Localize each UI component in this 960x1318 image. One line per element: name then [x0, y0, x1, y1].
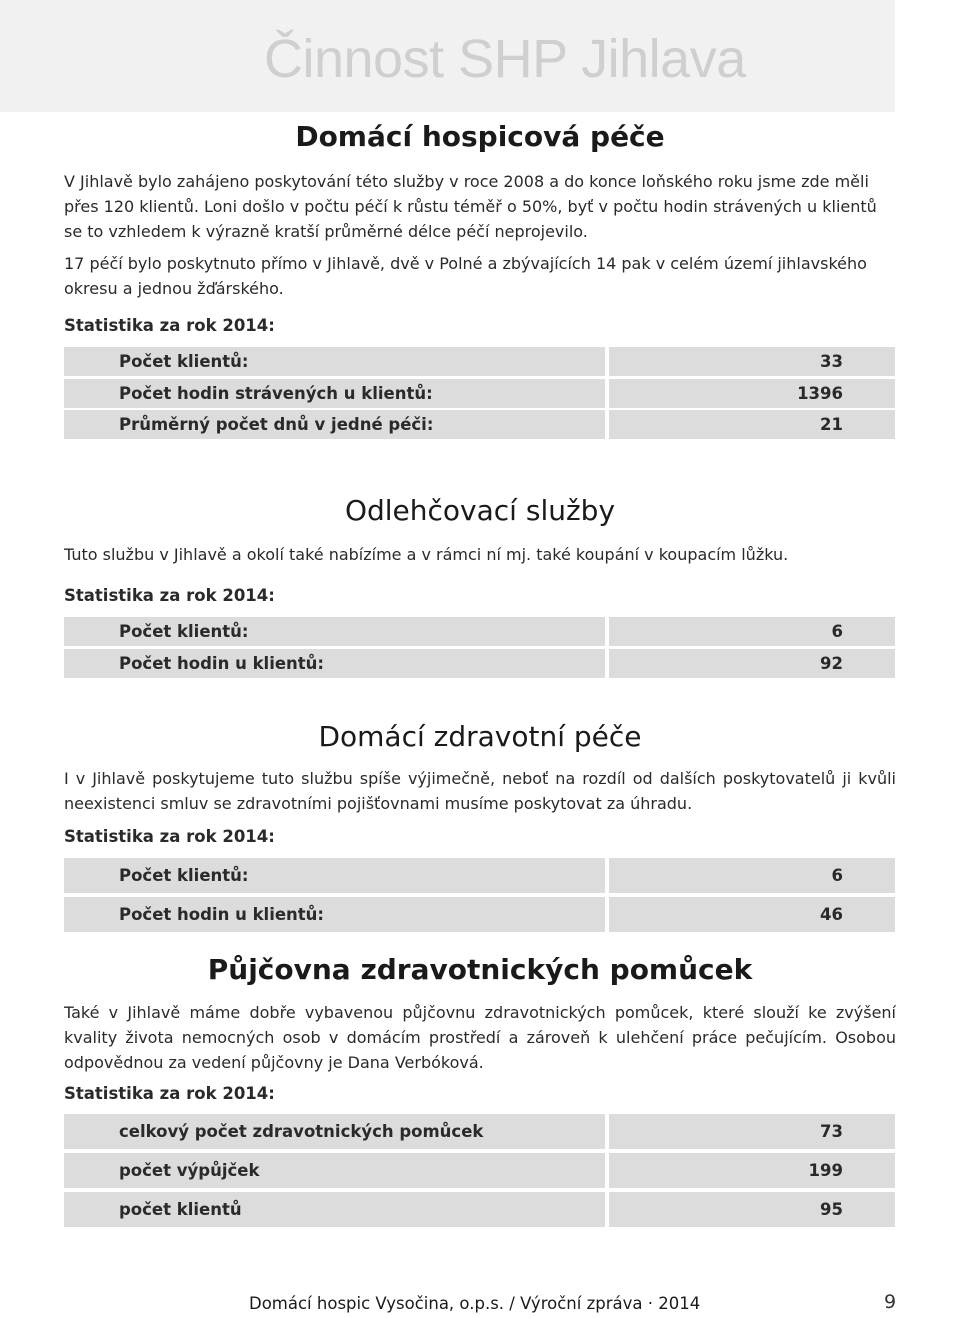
hospice-paragraph-2: 17 péčí bylo poskytnuto přímo v Jihlavě, dvě v Polné a zbývajících 14 pak v celém území jihlavského okresu a jednou žďárského. [64, 254, 867, 298]
stat-value: 21 [609, 410, 895, 439]
stat-label: Průměrný počet dnů v jedné péči: [64, 410, 605, 439]
stat-label: Počet klientů: [64, 617, 605, 646]
respite-paragraph-1: Tuto službu v Jihlavě a okolí také nabízíme a v rámci ní mj. také koupání v koupacím lůžku. [64, 545, 789, 564]
stat-label: Počet hodin u klientů: [64, 897, 605, 932]
stat-label: Počet klientů: [64, 858, 605, 893]
stat-value: 199 [609, 1153, 895, 1188]
stat-row [64, 347, 895, 376]
stat-label: Počet hodin u klientů: [64, 649, 605, 678]
stat-row [64, 1114, 895, 1149]
footer-text: Domácí hospic Vysočina, o.p.s. / Výroční zpráva · 2014 [249, 1294, 701, 1313]
stat-value: 46 [609, 897, 895, 932]
stat-label: počet výpůjček [64, 1153, 605, 1188]
stat-label: počet klientů [64, 1192, 605, 1227]
rental-paragraph-1: Také v Jihlavě máme dobře vybavenou půjčovnu zdravotnických pomůcek, které slouží ke zvýšení kvality života nemocných osob v domácím prostředí a zároveň k ulehčení práce pečujícím. Osobou odpovědnou za vedení půjčovny je Dana Verbóková. [64, 1003, 896, 1072]
page-title: Činnost SHP Jihlava [264, 29, 746, 89]
section-title-health: Domácí zdravotní péče [318, 720, 642, 753]
stat-row [64, 379, 895, 408]
rental-stats-label: Statistika za rok 2014: [64, 1084, 275, 1103]
stat-value: 33 [609, 347, 895, 376]
stat-value: 95 [609, 1192, 895, 1227]
hospice-paragraph-1: V Jihlavě bylo zahájeno poskytování této služby v roce 2008 a do konce loňského roku jsme zde měli přes 120 klientů. Loni došlo v počtu péčí k růstu téměř o 50%, byť v počtu hodin strávených u klientů se to vzhledem k výrazně kratší průměrné délce péčí neprojevilo. [64, 172, 877, 241]
health-stats-label: Statistika za rok 2014: [64, 827, 275, 846]
stat-value: 73 [609, 1114, 895, 1149]
section-title-respite: Odlehčovací služby [344, 494, 616, 527]
stat-value: 1396 [609, 379, 895, 408]
health-paragraph-1: I v Jihlavě poskytujeme tuto službu spíše výjimečně, neboť na rozdíl od dalších poskytovatelů ji kvůli neexistenci smluv se zdravotními pojišťovnami musíme poskytovat za úhradu. [64, 769, 896, 813]
stat-value: 6 [609, 858, 895, 893]
hospice-stats-label: Statistika za rok 2014: [64, 316, 275, 335]
stat-row [64, 410, 895, 439]
section-title-rental: Půjčovna zdravotnických pomůcek [207, 953, 753, 986]
stat-label: celkový počet zdravotnických pomůcek [64, 1114, 605, 1149]
page-number: 9 [884, 1291, 897, 1313]
stat-row [64, 897, 895, 932]
stat-value: 6 [609, 617, 895, 646]
stat-label: Počet klientů: [64, 347, 605, 376]
stat-label: Počet hodin strávených u klientů: [64, 379, 605, 408]
stat-row [64, 649, 895, 678]
stat-row [64, 1192, 895, 1227]
stat-row [64, 617, 895, 646]
stat-row [64, 858, 895, 893]
stat-row [64, 1153, 895, 1188]
stat-value: 92 [609, 649, 895, 678]
section-title-hospice: Domácí hospicová péče [295, 120, 665, 153]
respite-stats-label: Statistika za rok 2014: [64, 586, 275, 605]
